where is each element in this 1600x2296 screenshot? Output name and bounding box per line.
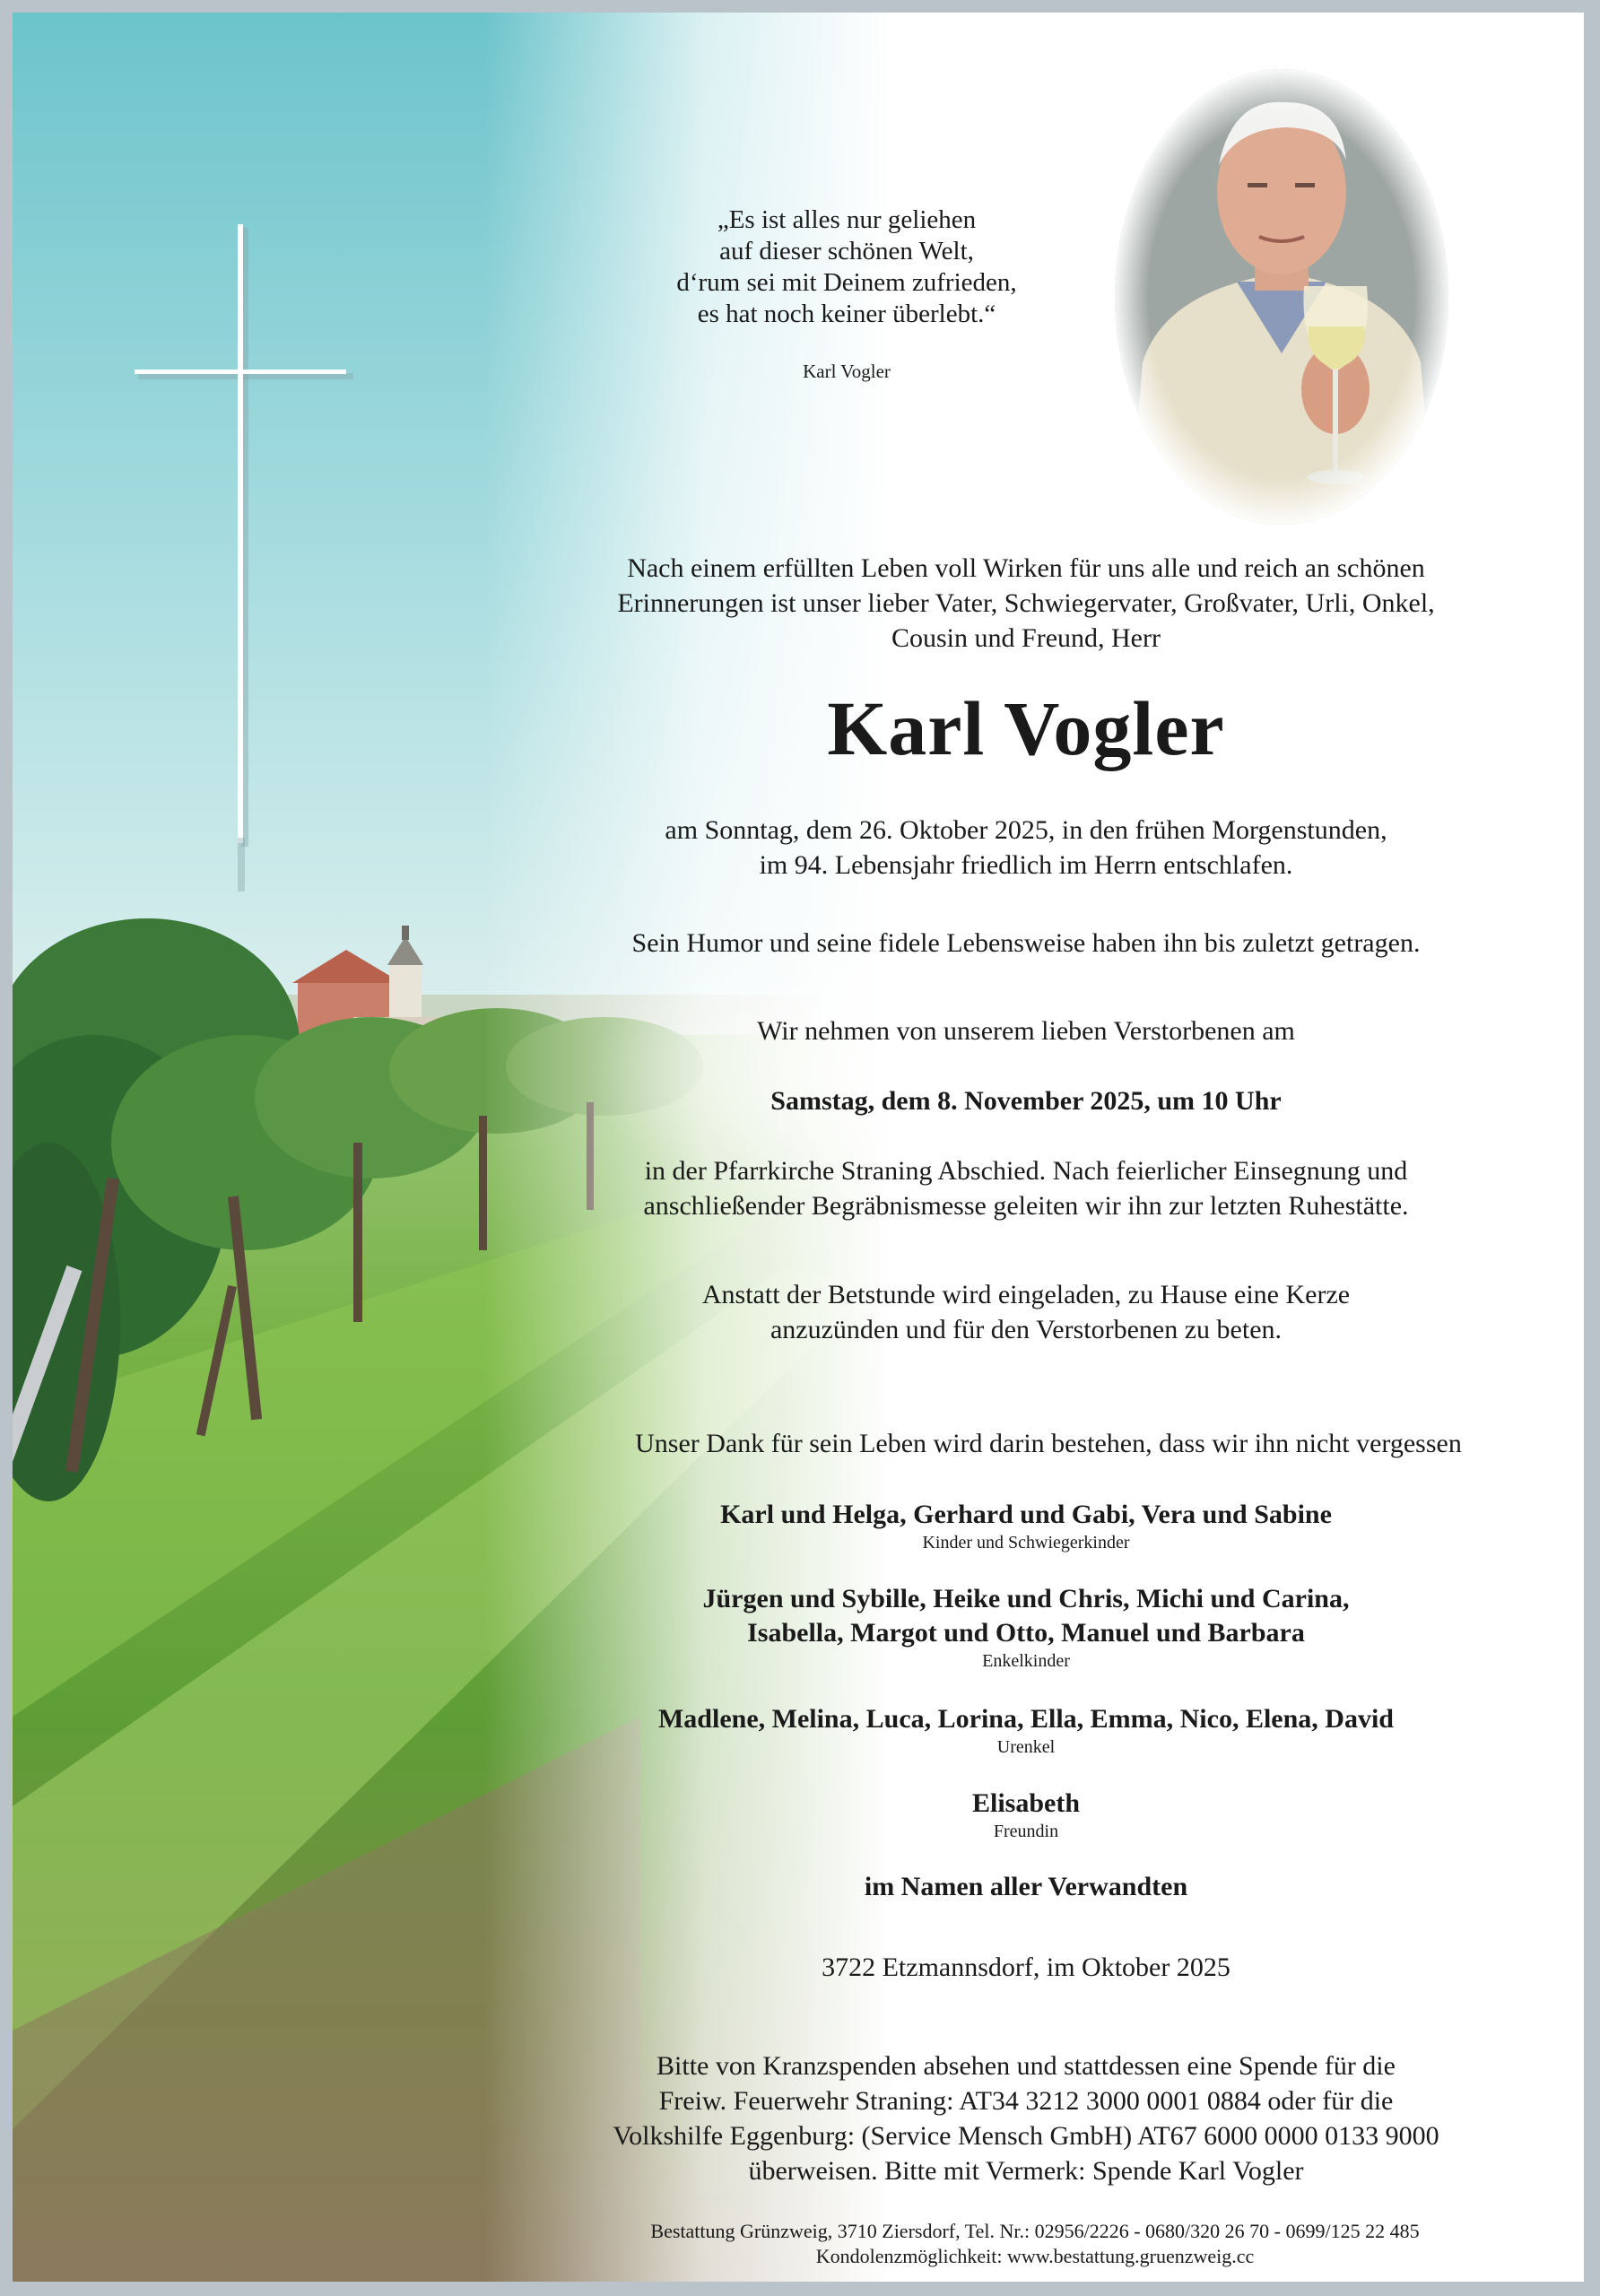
obituary-card (13, 13, 1584, 2282)
intro-line: Cousin und Freund, Herr (891, 623, 1161, 653)
donation-line: Volkshilfe Eggenburg: (Service Mensch GmbH) AT67 6000 0000 0133 9000 (613, 2121, 1439, 2151)
intro-line: Nach einem erfüllten Leben voll Wirken für uns alle und reich an schönen (627, 553, 1425, 583)
footer-contact: Bestattung Grünzweig, 3710 Ziersdorf, Tel. Nr.: 02956/2226 - 0680/320 26 70 - 0699/125 22 485 (650, 2220, 1420, 2242)
mourner-role: Enkelkinder (982, 1651, 1070, 1671)
candle-note-line: anzuzünden und für den Verstorbenen zu beten. (770, 1315, 1283, 1344)
mourner-group-grandchildren (533, 1582, 1519, 1672)
donation-line: Freiw. Feuerwehr Straning: AT34 3212 3000 0001 0884 oder für die (658, 2086, 1394, 2116)
funeral-place (533, 1153, 1519, 1223)
mourner-names: Isabella, Margot und Otto, Manuel und Barbara (747, 1618, 1305, 1648)
portrait-photo (1111, 66, 1452, 528)
death-text (533, 813, 1519, 883)
candle-note (533, 1277, 1519, 1347)
death-line: am Sonntag, dem 26. Oktober 2025, in den frühen Morgenstunden, (665, 815, 1387, 845)
quote (578, 204, 1116, 330)
death-line: im 94. Lebensjahr friedlich im Herrn entschlafen. (759, 850, 1293, 880)
mourner-names: Madlene, Melina, Luca, Lorina, Ella, Emma, Nico, Elena, David (657, 1704, 1394, 1734)
mourner-role: Freundin (993, 1822, 1059, 1841)
mourner-group-children (533, 1498, 1519, 1553)
farewell-intro: Wir nehmen von unserem lieben Verstorbenen am (757, 1016, 1295, 1046)
place-date: 3722 Etzmannsdorf, im Oktober 2025 (822, 1952, 1230, 1982)
quote-line: „Es ist alles nur geliehen (717, 205, 977, 234)
donation-line: Bitte von Kranzspenden absehen und stattdessen eine Spende für die (657, 2051, 1396, 2081)
donation-note (533, 2048, 1519, 2188)
mourner-group-friend (533, 1787, 1519, 1842)
funeral-date: Samstag, dem 8. November 2025, um 10 Uhr (770, 1086, 1282, 1116)
funeral-place-line: anschließender Begräbnismesse geleiten wir ihn zur letzten Ruhestätte. (643, 1191, 1409, 1221)
quote-line: auf dieser schönen Welt, (719, 237, 974, 265)
intro-line: Erinnerungen ist unser lieber Vater, Schwiegervater, Großvater, Urli, Onkel, (617, 588, 1435, 618)
funeral-place-line: in der Pfarrkirche Straning Abschied. Nach feierlicher Einsegnung und (644, 1156, 1408, 1186)
mourner-names: Karl und Helga, Gerhard und Gabi, Vera und Sabine (720, 1500, 1332, 1529)
mourner-names: Elisabeth (971, 1788, 1081, 1818)
mourner-group-great-grandchildren (533, 1702, 1519, 1758)
candle-note-line: Anstatt der Betstunde wird eingeladen, zu Hause eine Kerze (701, 1280, 1351, 1309)
mourner-names: Jürgen und Sybille, Heike und Chris, Michi und Carina, (702, 1584, 1350, 1613)
mourner-role: Kinder und Schwiegerkinder (922, 1533, 1130, 1552)
quote-line: d‘rum sei mit Deinem zufrieden, (676, 268, 1017, 297)
deceased-name: Karl Vogler (827, 685, 1225, 771)
donation-line: überweisen. Bitte mit Vermerk: Spende Karl Vogler (748, 2156, 1304, 2186)
mourner-role: Urenkel (996, 1737, 1056, 1757)
intro-text (533, 551, 1519, 656)
quote-line: es hat noch keiner überlebt.“ (697, 300, 996, 328)
relatives-line: im Namen aller Verwandten (864, 1872, 1188, 1901)
quote-author: Karl Vogler (803, 361, 891, 382)
footer-website: Kondolenzmöglichkeit: www.bestattung.gruenzweig.cc (815, 2245, 1255, 2267)
footer (515, 2219, 1555, 2269)
humor-line: Sein Humor und seine fidele Lebensweise haben ihn bis zuletzt getragen. (631, 928, 1421, 958)
thanks-line: Unser Dank für sein Leben wird darin bestehen, dass wir ihn nicht vergessen (635, 1429, 1462, 1458)
